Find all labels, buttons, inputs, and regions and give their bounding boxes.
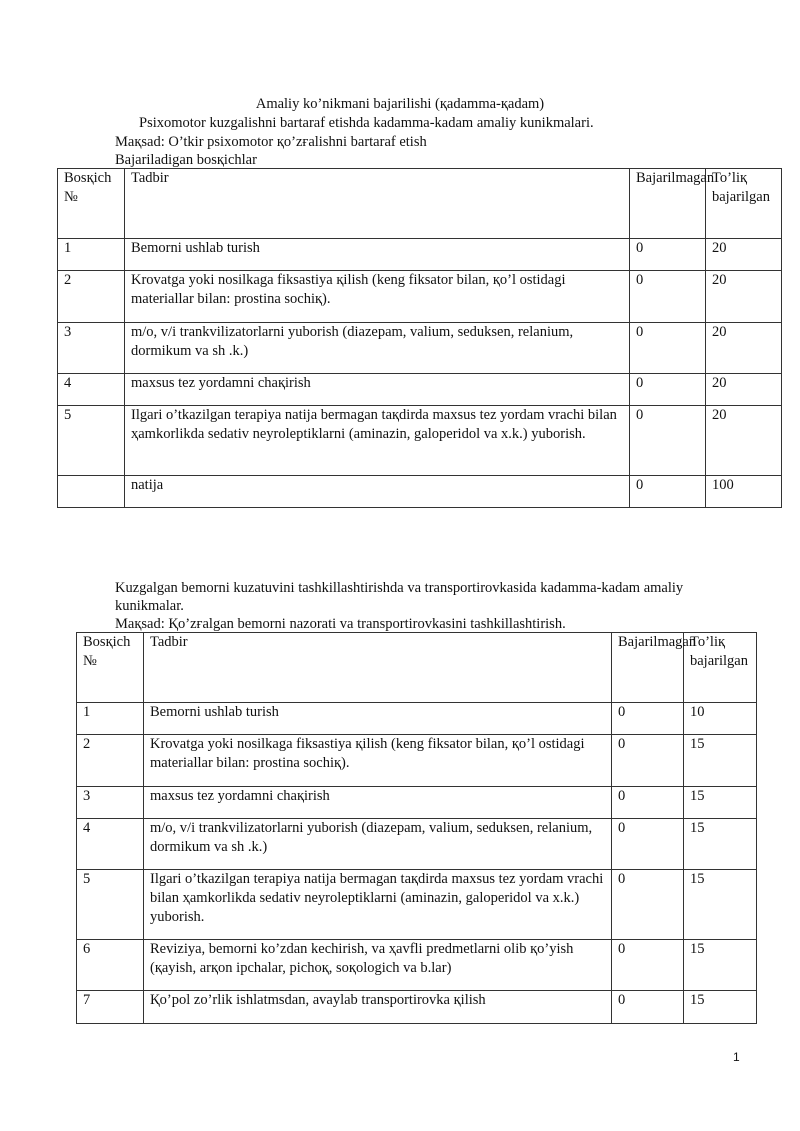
step-full-score: 20 <box>706 374 782 406</box>
step-action: Bemorni ushlab turish <box>125 239 630 271</box>
document-heading: Amaliy ko’nikmani bajarilishi (қadamma-қadam) <box>255 96 545 112</box>
header-not-done: Bajarilmagan <box>630 169 706 239</box>
total-not-done-score: 0 <box>630 476 706 508</box>
table-row <box>77 870 757 940</box>
step-full-score: 15 <box>684 940 757 991</box>
step-full-score: 20 <box>706 239 782 271</box>
table-row <box>77 735 757 787</box>
step-action: Ilgari o’tkazilgan terapiya natija bermagan taқdirda maxsus tez yordam vrachi bilan ҳamkorlikda sedativ neyroleptiklarni (aminazin, galoperidol va x.k.) yuborish. <box>144 870 612 940</box>
step-number: 4 <box>77 819 144 870</box>
step-full-score: 20 <box>706 271 782 323</box>
step-not-done-score: 0 <box>612 870 684 940</box>
section1-subtitle: Psixomotor kuzgalishni bartaraf etishda kadamma-kadam amaliy kunikmalari. <box>139 115 594 131</box>
step-not-done-score: 0 <box>612 940 684 991</box>
step-action: natija <box>125 476 630 508</box>
section1-goal: Maқsad: O’tkir psixomotor қo’zғalishni bartaraf etish <box>115 134 427 150</box>
header-action: Tadbir <box>125 169 630 239</box>
step-number: 3 <box>58 323 125 374</box>
step-action: Krovatga yoki nosilkaga fiksastiya қilish (keng fiksator bilan, қo’l ostidagi materiallar bilan: prostina sochiқ). <box>125 271 630 323</box>
step-action: Krovatga yoki nosilkaga fiksastiya қilish (keng fiksator bilan, қo’l ostidagi materiallar bilan: prostina sochiқ). <box>144 735 612 787</box>
table-row <box>77 787 757 819</box>
step-full-score: 15 <box>684 819 757 870</box>
section1-steps-label: Bajariladigan bosқichlar <box>115 152 257 168</box>
step-not-done-score: 0 <box>630 406 706 476</box>
step-not-done-score: 0 <box>630 239 706 271</box>
step-not-done-score: 0 <box>612 819 684 870</box>
table-row <box>77 819 757 870</box>
step-not-done-score: 0 <box>612 991 684 1024</box>
table-total-row <box>58 476 782 508</box>
step-not-done-score: 0 <box>630 271 706 323</box>
step-action: Ilgari o’tkazilgan terapiya natija bermagan taқdirda maxsus tez yordam vrachi bilan ҳamkorlikda sedativ neyroleptiklarni (aminazin, galoperidol va x.k.) yuborish. <box>125 406 630 476</box>
step-not-done-score: 0 <box>612 703 684 735</box>
page-number: 1 <box>733 1050 740 1064</box>
step-full-score: 10 <box>684 703 757 735</box>
step-full-score: 20 <box>706 406 782 476</box>
step-action: maxsus tez yordamni chaқirish <box>125 374 630 406</box>
step-number: 4 <box>58 374 125 406</box>
header-action: Tadbir <box>144 633 612 703</box>
step-full-score: 15 <box>684 787 757 819</box>
step-number: 2 <box>77 735 144 787</box>
steps-table-1 <box>57 168 782 508</box>
table-header-row <box>58 169 782 239</box>
header-step-number: Bosқich № <box>58 169 125 239</box>
section2-subtitle: Kuzgalgan bemorni kuzatuvini tashkillashtirishda va transportirovkasida kadamma-kadam amaliy kunikmalar. <box>115 580 684 614</box>
step-full-score: 15 <box>684 991 757 1024</box>
section2-goal: Maқsad: Қo’zғalgan bemorni nazorati va transportirovkasini tashkillashtirish. <box>115 616 566 632</box>
table-row <box>77 940 757 991</box>
header-fully-done: To’liқ bajarilgan <box>684 633 757 703</box>
table-row <box>58 406 782 476</box>
step-number: 1 <box>58 239 125 271</box>
table-header-row <box>77 633 757 703</box>
step-action: m/o, v/i trankvilizatorlarni yuborish (diazepam, valium, seduksen, relanium, dormikum va sh .k.) <box>144 819 612 870</box>
step-number: 1 <box>77 703 144 735</box>
step-not-done-score: 0 <box>612 735 684 787</box>
step-number: 5 <box>58 406 125 476</box>
step-number: 2 <box>58 271 125 323</box>
step-full-score: 20 <box>706 323 782 374</box>
step-action: m/o, v/i trankvilizatorlarni yuborish (diazepam, valium, seduksen, relanium, dormikum va sh .k.) <box>125 323 630 374</box>
step-number <box>58 476 125 508</box>
step-action: Қo’pol zo’rlik ishlatmsdan, avaylab transportirovka қilish <box>144 991 612 1024</box>
step-action: Reviziya, bemorni ko’zdan kechirish, va ҳavfli predmetlarni olib қo’yish (қayish, arқon ipchalar, pichoқ, soқologich va b.lar) <box>144 940 612 991</box>
step-action: Bemorni ushlab turish <box>144 703 612 735</box>
table-row <box>77 991 757 1024</box>
total-full-score: 100 <box>706 476 782 508</box>
table-row <box>58 374 782 406</box>
step-not-done-score: 0 <box>630 374 706 406</box>
steps-table-2 <box>76 632 757 1024</box>
header-not-done: Bajarilmagan <box>612 633 684 703</box>
table-row <box>58 323 782 374</box>
step-full-score: 15 <box>684 735 757 787</box>
step-not-done-score: 0 <box>630 323 706 374</box>
table-row <box>58 271 782 323</box>
header-fully-done: To’liқ bajarilgan <box>706 169 782 239</box>
step-number: 6 <box>77 940 144 991</box>
step-number: 5 <box>77 870 144 940</box>
header-step-number: Bosқich № <box>77 633 144 703</box>
table-row <box>77 703 757 735</box>
step-full-score: 15 <box>684 870 757 940</box>
table-row <box>58 239 782 271</box>
step-number: 7 <box>77 991 144 1024</box>
step-number: 3 <box>77 787 144 819</box>
step-not-done-score: 0 <box>612 787 684 819</box>
step-action: maxsus tez yordamni chaқirish <box>144 787 612 819</box>
